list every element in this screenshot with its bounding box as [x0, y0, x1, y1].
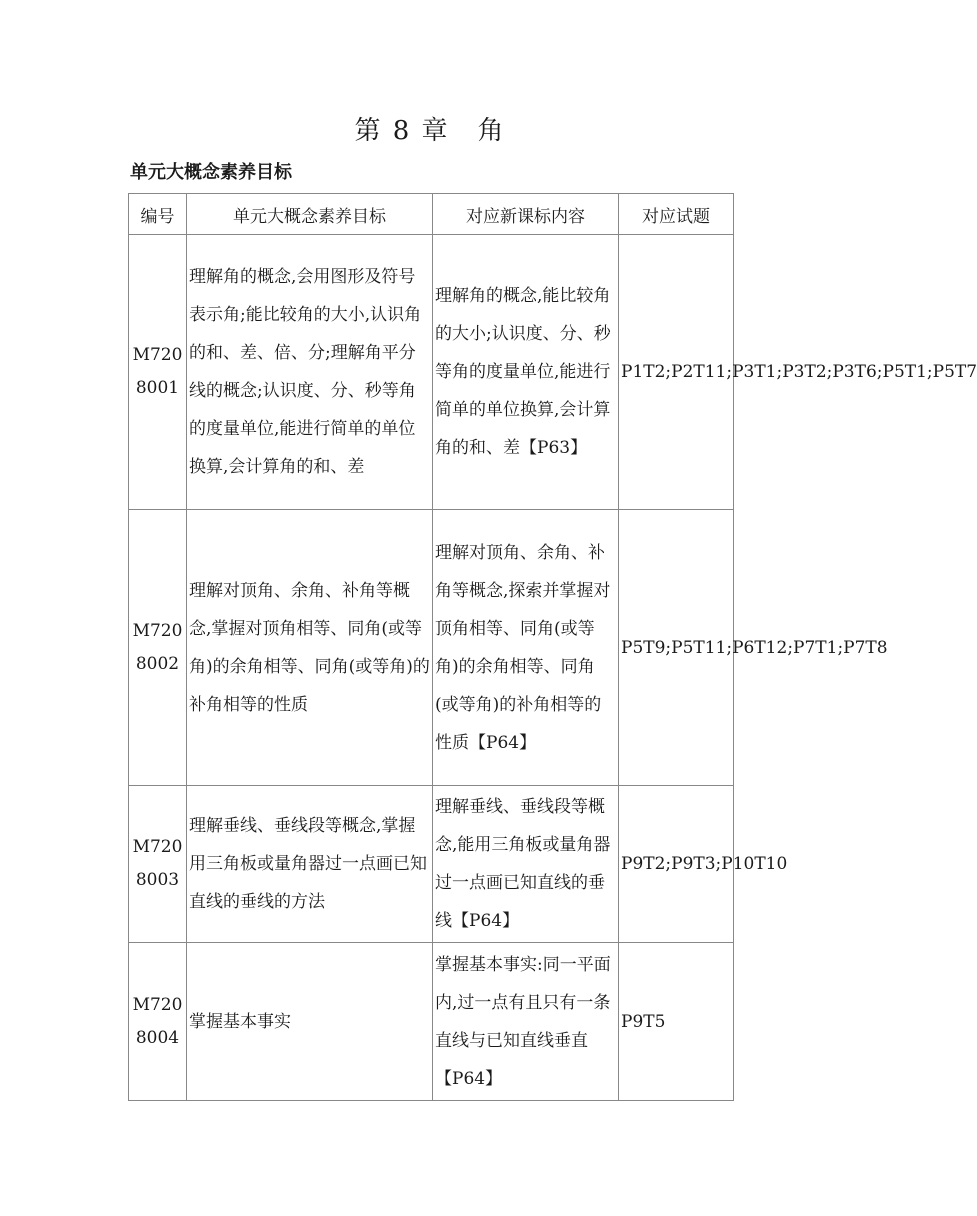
section-title: 单元大概念素养目标 — [130, 162, 292, 183]
code-part: M720 — [132, 620, 183, 641]
table-header-row — [129, 194, 734, 235]
header-refs: 对应试题 — [619, 194, 734, 235]
row-goal: 理解对顶角、余角、补角等概念,掌握对顶角相等、同角(或等角)的余角相等、同角(或等角)的补角相等的性质 — [187, 510, 433, 786]
code-part: 8001 — [135, 378, 180, 398]
row-refs: P9T5 — [619, 943, 734, 1101]
row-standard: 理解角的概念,能比较角的大小;认识度、分、秒等角的度量单位,能进行简单的单位换算,会计算角的和、差【P63】 — [433, 235, 619, 510]
header-code: 编号 — [129, 194, 187, 235]
header-standard: 对应新课标内容 — [433, 194, 619, 235]
row-goal: 掌握基本事实 — [187, 943, 433, 1101]
row-refs: P5T9;P5T11;P6T12;P7T1;P7T8 — [619, 510, 734, 786]
table-row — [129, 510, 734, 786]
row-goal: 理解垂线、垂线段等概念,掌握用三角板或量角器过一点画已知直线的垂线的方法 — [187, 786, 433, 943]
row-code — [129, 235, 187, 510]
row-code — [129, 943, 187, 1101]
table-row — [129, 235, 734, 510]
code-part: M720 — [132, 345, 183, 365]
code-part: M720 — [132, 837, 183, 857]
row-standard: 理解对顶角、余角、补角等概念,探索并掌握对顶角相等、同角(或等角)的余角相等、同角(或等角)的补角相等的性质【P64】 — [433, 510, 619, 786]
row-refs: P1T2;P2T11;P3T1;P3T2;P3T6;P5T1;P5T7 — [619, 235, 734, 510]
code-part: 8004 — [135, 1027, 180, 1048]
header-goal: 单元大概念素养目标 — [187, 194, 433, 235]
table-row — [129, 786, 734, 943]
code-part: 8002 — [135, 653, 180, 674]
chapter-title: 第 8 章 角 — [354, 116, 506, 146]
table-row — [129, 943, 734, 1101]
goals-table — [128, 193, 977, 1101]
code-part: 8003 — [135, 870, 180, 890]
row-standard: 理解垂线、垂线段等概念,能用三角板或量角器过一点画已知直线的垂线【P64】 — [433, 786, 619, 943]
row-standard: 掌握基本事实:同一平面内,过一点有且只有一条直线与已知直线垂直【P64】 — [433, 943, 619, 1101]
code-part: M720 — [132, 994, 183, 1015]
row-goal: 理解角的概念,会用图形及符号表示角;能比较角的大小,认识角的和、差、倍、分;理解角平分线的概念;认识度、分、秒等角的度量单位,能进行简单的单位换算,会计算角的和、差 — [187, 235, 433, 510]
row-code — [129, 786, 187, 943]
row-code — [129, 510, 187, 786]
row-refs: P9T2;P9T3;P10T10 — [619, 786, 734, 943]
